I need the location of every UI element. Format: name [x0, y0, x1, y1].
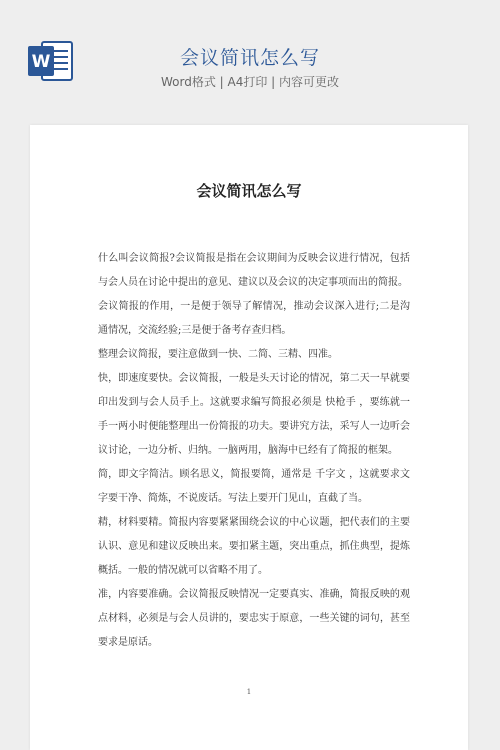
document-page: [30, 125, 468, 750]
paragraph: 简，即文字简洁。顾名思义，简报要简，通常是 千字文 ，这就要求文字要干净、简炼，不说废话。写法上要开门见山，直截了当。: [98, 469, 410, 504]
paragraph: 精，材料要精。简报内容要紧紧围绕会议的中心议题，把代表们的主要认识、意见和建议反映出来。要扣紧主题，突出重点，抓住典型，提炼概括。一般的情况就可以省略不用了。: [98, 517, 410, 576]
paragraph: 会议简报的作用，一是便于领导了解情况，推动会议深入进行;二是沟通情况，交流经验;三是便于备考存查归档。: [98, 301, 410, 336]
paragraph: 什么叫会议简报?会议简报是指在会议期间为反映会议进行情况，包括与会人员在讨论中提出的意见、建议以及会议的决定事项而出的简报。: [98, 253, 410, 288]
word-icon-letter: W: [31, 52, 51, 72]
paragraph: 准，内容要准确。会议简报反映情况一定要真实、准确，简报反映的观点材料，必须是与会人员讲的，要忠实于原意，一些关键的词句，甚至要求是原话。: [98, 589, 410, 648]
paragraph: 快，即速度要快。会议简报，一般是头天讨论的情况，第二天一早就要印出发到与会人员手上。这就要求编写简报必须是 快枪手 ，要练就一手一两小时便能整理出一份简报的功夫。要讲究方法，采写人一边听会议讨论，一边分析、归纳。一脑两用，脑海中已经有了简报的框架。: [98, 373, 410, 456]
page-number: 1: [246, 688, 252, 696]
paragraph: 整理会议简报，要注意做到一快、二简、三精、四准。: [98, 349, 338, 360]
header: [0, 0, 500, 105]
doc-title: 会议简讯怎么写: [179, 47, 320, 69]
document-body: [98, 247, 410, 655]
doc-subtitle: Word格式 | A4打印 | 内容可更改: [160, 75, 340, 89]
page-title: 会议简讯怎么写: [196, 182, 302, 200]
